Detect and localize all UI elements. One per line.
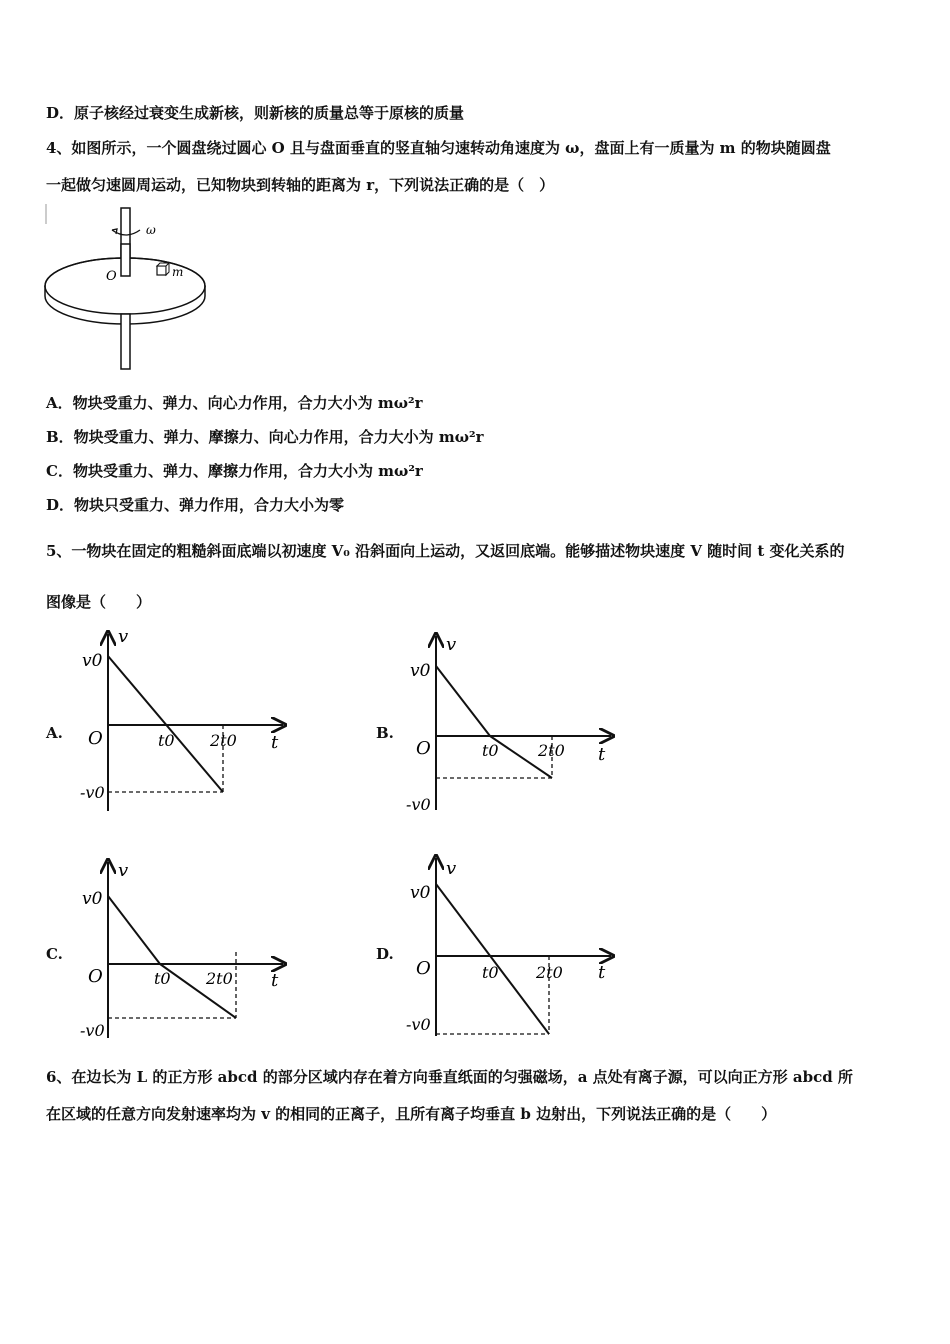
q4-option-b: B．物块受重力、弹力、摩擦力、向心力作用，合力大小为 mω²r — [46, 428, 484, 446]
q4-option-c: C．物块受重力、弹力、摩擦力作用，合力大小为 mω²r — [46, 462, 423, 480]
graph-b-v0-label: v0 — [410, 661, 431, 681]
q5-stem-line1: 5、一物块在固定的粗糙斜面底端以初速度 V₀ 沿斜面向上运动，又返回底端。能够描述物块速度 V 随时间 t 变化关系的 — [46, 542, 845, 560]
q4-option-a: A．物块受重力、弹力、向心力作用，合力大小为 mω²r — [46, 394, 423, 412]
q6-stem-line2: 在区域的任意方向发射速率均为 v 的相同的正离子，且所有离子均垂直 b 边射出，下列说法正确的是（ ） — [46, 1105, 777, 1123]
graph-d-2t0-label: 2t0 — [536, 963, 563, 982]
omega-label: ω — [146, 223, 156, 237]
graph-a-v-label: v — [118, 626, 129, 647]
graph-c — [78, 856, 298, 1046]
graph-d-t-label: t — [598, 962, 606, 983]
q6-stem-line1: 6、在边长为 L 的正方形 abcd 的部分区域内存在着方向垂直纸面的匀强磁场，a 点处有离子源，可以向正方形 abcd 所 — [46, 1068, 853, 1086]
graph-d — [406, 852, 626, 1042]
graph-b-t-label: t — [598, 744, 606, 765]
graph-b-v-label: v — [446, 634, 457, 655]
graph-c-option-label: C. — [46, 945, 63, 963]
graph-a-2t0-label: 2t0 — [210, 731, 237, 750]
graph-c-v0-label: v0 — [82, 889, 103, 909]
graph-d-origin-label: O — [416, 958, 431, 979]
q5-stem-line2: 图像是（ ） — [46, 593, 152, 611]
graph-c-2t0-label: 2t0 — [206, 969, 233, 988]
graph-c-v-label: v — [118, 860, 129, 881]
graph-a-t-label: t — [271, 732, 279, 753]
q4-option-d: D．物块只受重力、弹力作用，合力大小为零 — [46, 496, 345, 514]
graph-b-neg-v0-label: -v0 — [406, 795, 431, 814]
graph-b-option-label: B. — [376, 724, 394, 742]
center-o-label: O — [106, 269, 117, 284]
graph-a-origin-label: O — [88, 728, 103, 749]
graph-d-t0-label: t0 — [482, 963, 499, 982]
graph-d-v-label: v — [446, 858, 457, 879]
graph-c-t0-label: t0 — [154, 969, 171, 988]
graph-b — [406, 630, 626, 820]
graph-d-neg-v0-label: -v0 — [406, 1015, 431, 1034]
graph-c-origin-label: O — [88, 966, 103, 987]
graph-a-t0-label: t0 — [158, 731, 175, 750]
graph-a-v0-label: v0 — [82, 651, 103, 671]
q4-stem-line2: 一起做匀速圆周运动，已知物块到转轴的距离为 r，下列说法正确的是（ ） — [46, 176, 555, 194]
graph-d-option-label: D. — [376, 945, 394, 963]
q4-stem-line1: 4、如图所示，一个圆盘绕过圆心 O 且与盘面垂直的竖直轴匀速转动角速度为 ω，盘面上有一质量为 m 的物块随圆盘 — [46, 139, 831, 157]
graph-c-neg-v0-label: -v0 — [80, 1021, 105, 1040]
q3-option-d: D．原子核经过衰变生成新核，则新核的质量总等于原核的质量 — [46, 104, 465, 122]
mass-m-label: m — [172, 265, 184, 279]
graph-a-neg-v0-label: -v0 — [80, 783, 105, 802]
graph-b-origin-label: O — [416, 738, 431, 759]
graph-a — [78, 626, 298, 826]
graph-a-option-label: A. — [46, 724, 63, 742]
rotating-disk-figure — [44, 204, 219, 374]
graph-d-v0-label: v0 — [410, 883, 431, 903]
graph-c-t-label: t — [271, 970, 279, 991]
graph-b-2t0-label: 2t0 — [538, 741, 565, 760]
graph-b-t0-label: t0 — [482, 741, 499, 760]
